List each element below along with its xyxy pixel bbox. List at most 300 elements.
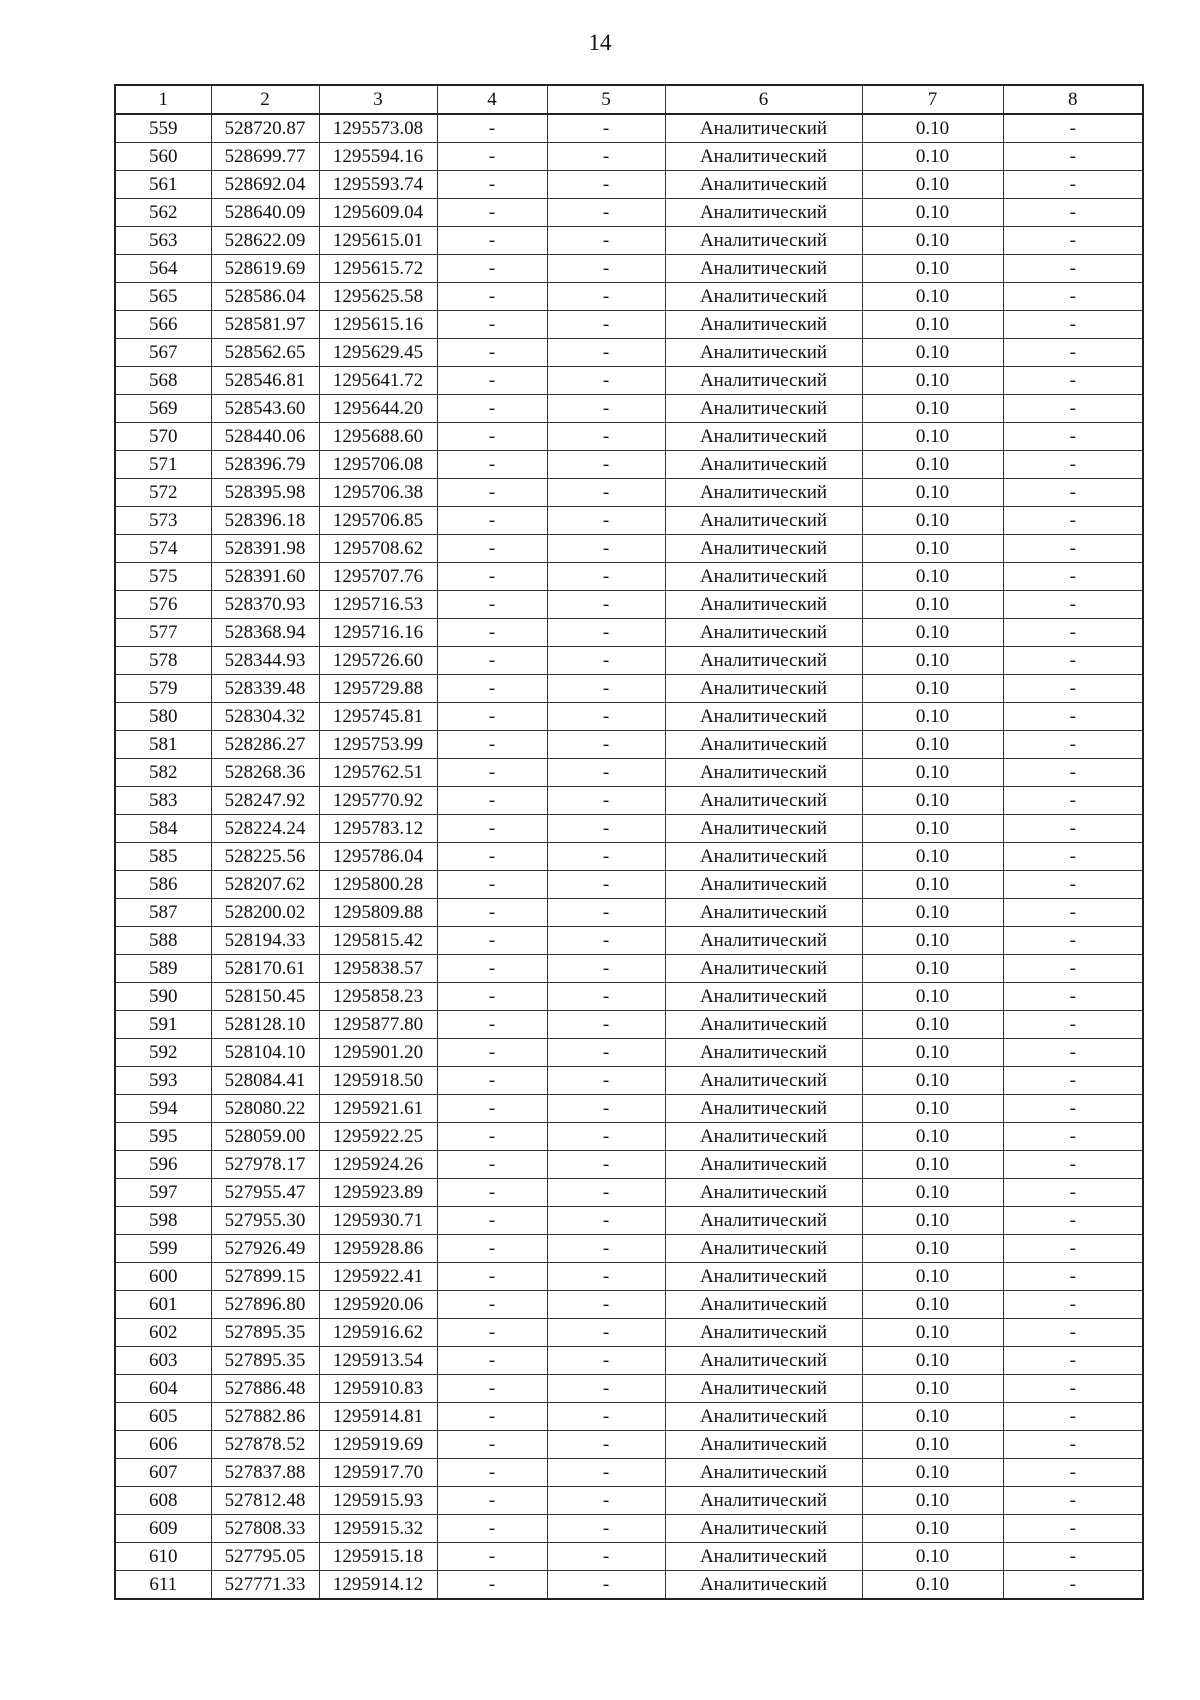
table-cell: 609: [115, 1515, 211, 1543]
table-cell: 0.10: [862, 227, 1003, 255]
table-cell: 591: [115, 1011, 211, 1039]
table-cell: -: [437, 1543, 547, 1571]
table-row: [115, 1515, 1143, 1543]
table-cell: -: [547, 647, 665, 675]
table-cell: Аналитический: [665, 367, 862, 395]
table-cell: -: [547, 1179, 665, 1207]
table-cell: Аналитический: [665, 1151, 862, 1179]
table-cell: 0.10: [862, 114, 1003, 143]
table-cell: Аналитический: [665, 899, 862, 927]
table-cell: 0.10: [862, 1039, 1003, 1067]
table-cell: Аналитический: [665, 1319, 862, 1347]
table-cell: Аналитический: [665, 563, 862, 591]
table-row: [115, 423, 1143, 451]
column-header: 8: [1003, 85, 1143, 114]
table-cell: 1295901.20: [319, 1039, 437, 1067]
table-row: [115, 1123, 1143, 1151]
table-cell: -: [437, 114, 547, 143]
table-cell: 0.10: [862, 1151, 1003, 1179]
table-row: [115, 1011, 1143, 1039]
column-header: 6: [665, 85, 862, 114]
table-cell: 0.10: [862, 1431, 1003, 1459]
table-cell: -: [1003, 1039, 1143, 1067]
table-cell: 528247.92: [211, 787, 319, 815]
table-cell: 528396.79: [211, 451, 319, 479]
table-cell: 595: [115, 1123, 211, 1151]
table-cell: -: [1003, 899, 1143, 927]
table-cell: -: [547, 675, 665, 703]
table-cell: -: [547, 1515, 665, 1543]
table-cell: -: [1003, 395, 1143, 423]
table-row: [115, 1095, 1143, 1123]
table-cell: 528562.65: [211, 339, 319, 367]
table-cell: -: [1003, 1067, 1143, 1095]
table-row: [115, 955, 1143, 983]
table-cell: 0.10: [862, 255, 1003, 283]
table-cell: -: [437, 1515, 547, 1543]
table-cell: 1295762.51: [319, 759, 437, 787]
table-cell: 1295815.42: [319, 927, 437, 955]
table-cell: Аналитический: [665, 199, 862, 227]
table-cell: 568: [115, 367, 211, 395]
table-row: [115, 1459, 1143, 1487]
table-cell: 528622.09: [211, 227, 319, 255]
table-cell: 0.10: [862, 619, 1003, 647]
table-cell: 0.10: [862, 955, 1003, 983]
table-row: [115, 1067, 1143, 1095]
table-row: [115, 535, 1143, 563]
table-cell: Аналитический: [665, 171, 862, 199]
table-cell: -: [1003, 1543, 1143, 1571]
table-cell: 527771.33: [211, 1571, 319, 1600]
table-cell: -: [437, 227, 547, 255]
table-cell: -: [437, 1375, 547, 1403]
table-cell: -: [1003, 731, 1143, 759]
table-cell: 0.10: [862, 1235, 1003, 1263]
table-cell: 528395.98: [211, 479, 319, 507]
table-cell: 527926.49: [211, 1235, 319, 1263]
table-cell: 528720.87: [211, 114, 319, 143]
table-cell: -: [437, 1179, 547, 1207]
table-row: [115, 283, 1143, 311]
table-cell: 1295913.54: [319, 1347, 437, 1375]
table-cell: 583: [115, 787, 211, 815]
table-cell: Аналитический: [665, 647, 862, 675]
table-cell: 599: [115, 1235, 211, 1263]
table-cell: 1295800.28: [319, 871, 437, 899]
table-row: [115, 759, 1143, 787]
table-cell: -: [1003, 1459, 1143, 1487]
table-cell: 580: [115, 703, 211, 731]
table-cell: 1295921.61: [319, 1095, 437, 1123]
table-cell: -: [547, 227, 665, 255]
table-cell: -: [547, 983, 665, 1011]
table-cell: Аналитический: [665, 114, 862, 143]
table-row: [115, 843, 1143, 871]
table-cell: 1295745.81: [319, 703, 437, 731]
table-cell: 0.10: [862, 1095, 1003, 1123]
table-cell: 528396.18: [211, 507, 319, 535]
table-cell: -: [547, 1319, 665, 1347]
table-cell: -: [1003, 339, 1143, 367]
table-cell: -: [1003, 1179, 1143, 1207]
table-cell: -: [437, 283, 547, 311]
table-cell: -: [437, 1011, 547, 1039]
table-cell: -: [1003, 451, 1143, 479]
table-cell: -: [437, 815, 547, 843]
table-cell: 1295716.53: [319, 591, 437, 619]
table-cell: 0.10: [862, 759, 1003, 787]
table-cell: 528699.77: [211, 143, 319, 171]
table-cell: -: [547, 703, 665, 731]
table-cell: 565: [115, 283, 211, 311]
table-cell: Аналитический: [665, 535, 862, 563]
table-cell: -: [547, 1263, 665, 1291]
table-row: [115, 143, 1143, 171]
table-cell: 1295786.04: [319, 843, 437, 871]
table-cell: 594: [115, 1095, 211, 1123]
table-cell: -: [1003, 591, 1143, 619]
table-cell: -: [437, 591, 547, 619]
table-cell: -: [1003, 1487, 1143, 1515]
table-cell: -: [437, 479, 547, 507]
table-cell: -: [437, 367, 547, 395]
table-cell: -: [437, 731, 547, 759]
column-header: 3: [319, 85, 437, 114]
table-row: [115, 1039, 1143, 1067]
table-cell: -: [1003, 647, 1143, 675]
table-cell: Аналитический: [665, 927, 862, 955]
table-cell: -: [547, 311, 665, 339]
table-row: [115, 1263, 1143, 1291]
table-row: [115, 114, 1143, 143]
table-row: [115, 1571, 1143, 1600]
table-cell: 0.10: [862, 1403, 1003, 1431]
table-cell: Аналитический: [665, 815, 862, 843]
table-cell: -: [547, 1095, 665, 1123]
table-cell: -: [1003, 1515, 1143, 1543]
table-cell: 1295753.99: [319, 731, 437, 759]
table-cell: -: [547, 1375, 665, 1403]
table-row: [115, 1431, 1143, 1459]
table-cell: -: [437, 1431, 547, 1459]
table-cell: Аналитический: [665, 1039, 862, 1067]
table-cell: 586: [115, 871, 211, 899]
table-body: [115, 114, 1143, 1599]
table-cell: 528619.69: [211, 255, 319, 283]
table-cell: Аналитический: [665, 1207, 862, 1235]
table-cell: 527899.15: [211, 1263, 319, 1291]
table-cell: -: [437, 1067, 547, 1095]
table-row: [115, 479, 1143, 507]
table-cell: -: [547, 1235, 665, 1263]
table-cell: 593: [115, 1067, 211, 1095]
table-cell: 1295783.12: [319, 815, 437, 843]
table-cell: 0.10: [862, 1207, 1003, 1235]
table-cell: 528344.93: [211, 647, 319, 675]
table-cell: 0.10: [862, 1347, 1003, 1375]
table-cell: 1295919.69: [319, 1431, 437, 1459]
table-cell: 1295688.60: [319, 423, 437, 451]
table-row: [115, 591, 1143, 619]
table-cell: 1295593.74: [319, 171, 437, 199]
table-cell: -: [1003, 843, 1143, 871]
table-cell: 582: [115, 759, 211, 787]
table-cell: Аналитический: [665, 479, 862, 507]
table-cell: -: [547, 843, 665, 871]
table-cell: 528059.00: [211, 1123, 319, 1151]
table-cell: -: [547, 507, 665, 535]
table-cell: 1295707.76: [319, 563, 437, 591]
table-cell: 0.10: [862, 787, 1003, 815]
table-cell: -: [437, 675, 547, 703]
table-cell: -: [437, 955, 547, 983]
table-cell: -: [547, 591, 665, 619]
table-row: [115, 507, 1143, 535]
table-cell: -: [437, 703, 547, 731]
table-cell: -: [1003, 507, 1143, 535]
table-cell: 1295930.71: [319, 1207, 437, 1235]
table-cell: 607: [115, 1459, 211, 1487]
table-cell: Аналитический: [665, 1235, 862, 1263]
table-row: [115, 731, 1143, 759]
table-cell: 0.10: [862, 1571, 1003, 1600]
table-cell: -: [547, 1403, 665, 1431]
table-cell: -: [1003, 787, 1143, 815]
column-header: 2: [211, 85, 319, 114]
table-header-row: [115, 85, 1143, 114]
table-cell: Аналитический: [665, 871, 862, 899]
table-cell: Аналитический: [665, 1459, 862, 1487]
table-cell: 527808.33: [211, 1515, 319, 1543]
table-cell: -: [437, 983, 547, 1011]
table-cell: -: [1003, 1263, 1143, 1291]
table-cell: 0.10: [862, 1487, 1003, 1515]
table-cell: 561: [115, 171, 211, 199]
table-cell: 573: [115, 507, 211, 535]
table-cell: 589: [115, 955, 211, 983]
table-cell: Аналитический: [665, 423, 862, 451]
table-cell: -: [547, 423, 665, 451]
table-cell: -: [547, 1347, 665, 1375]
column-header: 5: [547, 85, 665, 114]
table-row: [115, 647, 1143, 675]
table-cell: 0.10: [862, 843, 1003, 871]
table-cell: -: [547, 255, 665, 283]
table-cell: 597: [115, 1179, 211, 1207]
table-row: [115, 395, 1143, 423]
table-cell: -: [547, 1459, 665, 1487]
column-header: 7: [862, 85, 1003, 114]
table-cell: 0.10: [862, 1319, 1003, 1347]
table-cell: 605: [115, 1403, 211, 1431]
table-cell: Аналитический: [665, 507, 862, 535]
table-cell: -: [547, 143, 665, 171]
table-cell: 0.10: [862, 1179, 1003, 1207]
table-cell: 527878.52: [211, 1431, 319, 1459]
table-cell: -: [1003, 759, 1143, 787]
table-cell: Аналитический: [665, 1403, 862, 1431]
table-cell: Аналитический: [665, 255, 862, 283]
table-cell: Аналитический: [665, 675, 862, 703]
table-cell: 560: [115, 143, 211, 171]
table-row: [115, 675, 1143, 703]
table-cell: 528286.27: [211, 731, 319, 759]
table-cell: 1295706.08: [319, 451, 437, 479]
table-cell: 528391.60: [211, 563, 319, 591]
table-cell: 590: [115, 983, 211, 1011]
table-cell: 0.10: [862, 535, 1003, 563]
table-cell: 0.10: [862, 675, 1003, 703]
table-cell: -: [437, 535, 547, 563]
table-cell: -: [1003, 143, 1143, 171]
table-cell: 0.10: [862, 311, 1003, 339]
table-cell: -: [437, 451, 547, 479]
table-cell: -: [547, 1207, 665, 1235]
table-cell: -: [547, 1151, 665, 1179]
table-cell: 585: [115, 843, 211, 871]
table-cell: Аналитический: [665, 731, 862, 759]
table-row: [115, 339, 1143, 367]
table-cell: 564: [115, 255, 211, 283]
table-cell: 570: [115, 423, 211, 451]
table-cell: 604: [115, 1375, 211, 1403]
table-cell: 528104.10: [211, 1039, 319, 1067]
table-cell: -: [547, 619, 665, 647]
table-cell: 588: [115, 927, 211, 955]
table-cell: -: [547, 171, 665, 199]
table-cell: 0.10: [862, 171, 1003, 199]
table-cell: 578: [115, 647, 211, 675]
table-cell: 602: [115, 1319, 211, 1347]
table-cell: 575: [115, 563, 211, 591]
table-cell: 1295877.80: [319, 1011, 437, 1039]
table-cell: -: [437, 1319, 547, 1347]
table-cell: -: [1003, 535, 1143, 563]
table-row: [115, 983, 1143, 1011]
table-cell: -: [1003, 1403, 1143, 1431]
table-cell: 610: [115, 1543, 211, 1571]
table-cell: -: [437, 1151, 547, 1179]
table-row: [115, 1487, 1143, 1515]
table-cell: -: [547, 899, 665, 927]
table-cell: -: [547, 1487, 665, 1515]
table-cell: 528268.36: [211, 759, 319, 787]
table-row: [115, 1403, 1143, 1431]
table-cell: 0.10: [862, 1011, 1003, 1039]
table-cell: -: [547, 871, 665, 899]
table-cell: 1295915.93: [319, 1487, 437, 1515]
table-cell: 0.10: [862, 367, 1003, 395]
table-cell: -: [1003, 563, 1143, 591]
table-cell: 603: [115, 1347, 211, 1375]
table-cell: Аналитический: [665, 591, 862, 619]
table-cell: 527895.35: [211, 1319, 319, 1347]
table-cell: 1295644.20: [319, 395, 437, 423]
table-cell: 1295706.85: [319, 507, 437, 535]
table-cell: -: [1003, 1235, 1143, 1263]
table-cell: 527886.48: [211, 1375, 319, 1403]
table-cell: 528391.98: [211, 535, 319, 563]
table-row: [115, 199, 1143, 227]
table-cell: 528370.93: [211, 591, 319, 619]
table-row: [115, 171, 1143, 199]
table-cell: 1295609.04: [319, 199, 437, 227]
table-cell: -: [437, 1571, 547, 1600]
table-cell: -: [547, 927, 665, 955]
table-row: [115, 311, 1143, 339]
table-cell: -: [1003, 1123, 1143, 1151]
table-cell: Аналитический: [665, 227, 862, 255]
table-cell: 0.10: [862, 1459, 1003, 1487]
table-cell: 1295573.08: [319, 114, 437, 143]
table-cell: 528224.24: [211, 815, 319, 843]
table-cell: 0.10: [862, 647, 1003, 675]
table-cell: -: [1003, 1151, 1143, 1179]
table-cell: -: [437, 787, 547, 815]
table-cell: -: [547, 563, 665, 591]
table-cell: 576: [115, 591, 211, 619]
table-cell: -: [1003, 283, 1143, 311]
table-cell: Аналитический: [665, 1123, 862, 1151]
table-cell: 527812.48: [211, 1487, 319, 1515]
table-cell: Аналитический: [665, 1515, 862, 1543]
table-row: [115, 227, 1143, 255]
table-cell: Аналитический: [665, 983, 862, 1011]
table-cell: 0.10: [862, 1067, 1003, 1095]
table-cell: -: [547, 1431, 665, 1459]
table-cell: 1295770.92: [319, 787, 437, 815]
table-cell: -: [437, 843, 547, 871]
table-row: [115, 815, 1143, 843]
table-cell: -: [437, 1263, 547, 1291]
table-cell: -: [437, 171, 547, 199]
table-cell: -: [1003, 815, 1143, 843]
table-cell: -: [547, 114, 665, 143]
table-cell: 1295914.12: [319, 1571, 437, 1600]
table-cell: -: [1003, 1291, 1143, 1319]
table-cell: Аналитический: [665, 1179, 862, 1207]
table-row: [115, 1347, 1143, 1375]
table-cell: 577: [115, 619, 211, 647]
table-cell: -: [547, 1067, 665, 1095]
table-cell: Аналитический: [665, 451, 862, 479]
table-cell: 528225.56: [211, 843, 319, 871]
table-cell: -: [437, 759, 547, 787]
table-cell: 1295916.62: [319, 1319, 437, 1347]
table-cell: Аналитический: [665, 759, 862, 787]
table-cell: 571: [115, 451, 211, 479]
table-cell: 528200.02: [211, 899, 319, 927]
table-cell: Аналитический: [665, 339, 862, 367]
table-cell: 0.10: [862, 1263, 1003, 1291]
table-cell: Аналитический: [665, 283, 862, 311]
table-cell: -: [1003, 619, 1143, 647]
table-cell: -: [1003, 311, 1143, 339]
table-cell: -: [547, 199, 665, 227]
table-cell: Аналитический: [665, 843, 862, 871]
table-cell: -: [437, 1459, 547, 1487]
table-row: [115, 703, 1143, 731]
table-cell: 606: [115, 1431, 211, 1459]
table-cell: -: [437, 339, 547, 367]
table-cell: -: [437, 507, 547, 535]
table-cell: -: [1003, 1375, 1143, 1403]
table-cell: 528640.09: [211, 199, 319, 227]
table-cell: -: [1003, 927, 1143, 955]
table-cell: 0.10: [862, 899, 1003, 927]
table-cell: 598: [115, 1207, 211, 1235]
